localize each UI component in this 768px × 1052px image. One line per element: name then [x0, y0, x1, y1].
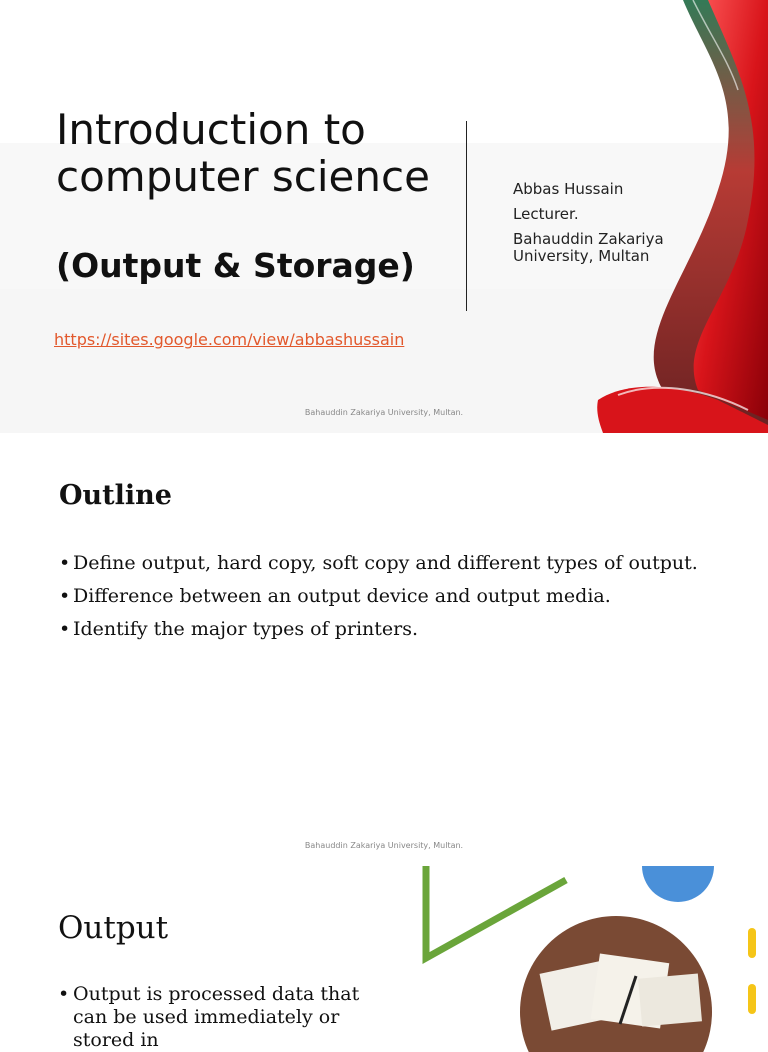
output-title: Output [58, 910, 169, 946]
decorative-graphics [400, 866, 768, 1024]
slide-title: Introduction to computer science [56, 105, 430, 201]
green-triangle-shape [426, 866, 566, 958]
slide-footer: Bahauddin Zakariya University, Multan. [304, 841, 464, 850]
output-slide [0, 866, 768, 1051]
title-slide [0, 0, 768, 433]
outline-list [59, 547, 698, 646]
divider [466, 121, 467, 311]
output-list [58, 983, 388, 1052]
yellow-bar [748, 928, 756, 958]
list-item: • Difference between an output device and output media. [59, 580, 698, 613]
list-item: • Output is processed data that can be used immediately or stored in [58, 983, 388, 1052]
list-item: • Define output, hard copy, soft copy and different types of output. [59, 547, 698, 580]
blue-half-circle [642, 866, 714, 902]
author-affiliation: Bahauddin Zakariya University, Multan [513, 230, 664, 265]
yellow-bar [748, 984, 756, 1014]
list-item: • Identify the major types of printers. [59, 613, 698, 646]
outline-title: Outline [59, 480, 172, 511]
author-block [513, 181, 713, 273]
website-link[interactable]: https://sites.google.com/view/abbashussain [54, 330, 405, 349]
author-name: Abbas Hussain [513, 180, 624, 198]
slide-footer: Bahauddin Zakariya University, Multan. [304, 408, 464, 417]
slide-subtitle: (Output & Storage) [56, 246, 415, 285]
author-role: Lecturer. [513, 205, 579, 223]
outline-slide [0, 433, 768, 866]
